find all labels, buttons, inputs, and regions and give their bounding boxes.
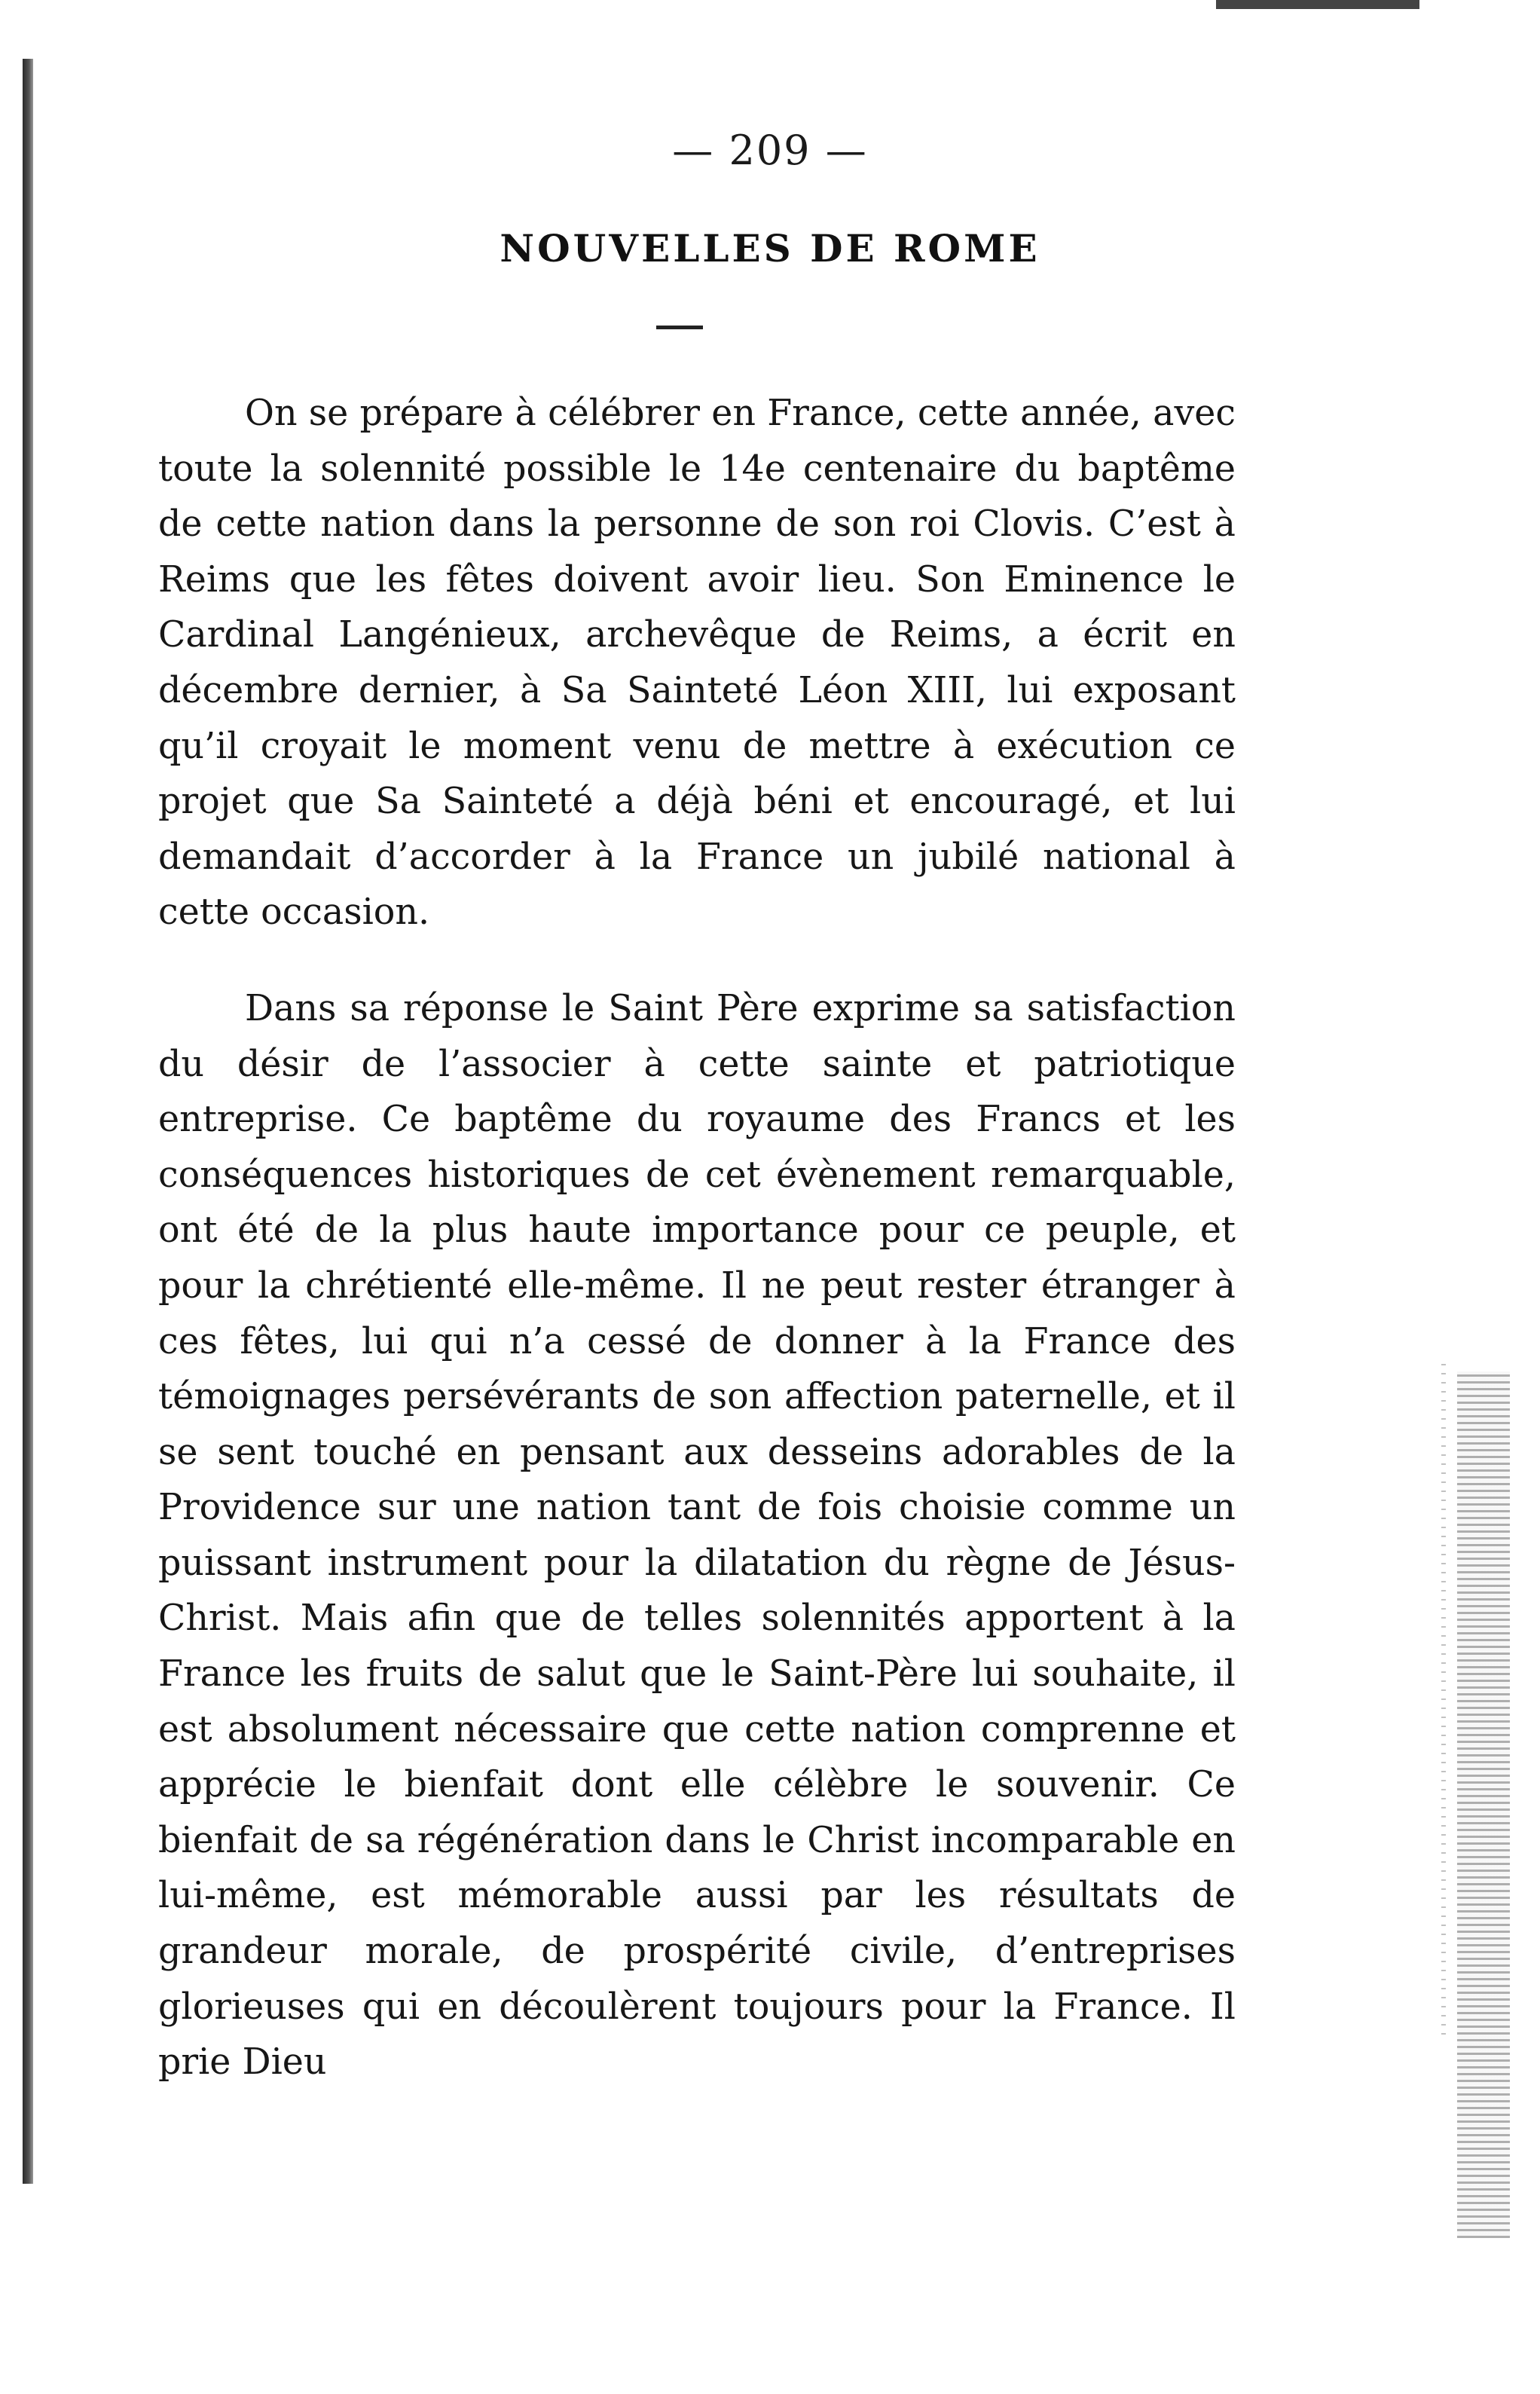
page-number: — 209 —	[672, 127, 868, 174]
article-title: NOUVELLES DE ROME	[500, 226, 1040, 271]
scan-top-edge	[1216, 0, 1419, 9]
scan-bleed-through	[1457, 1371, 1510, 2238]
paragraph-2: Dans sa réponse le Saint Père exprime sa satisfaction du désir de l’associer à cette sainte et patriotique entreprise. Ce baptême du royaume des Francs et les conséquences historiques de cet évènement remarquable, ont été de la plus haute importance pour ce peuple, et pour la chrétienté elle-même. Il ne peut rester étranger à ces fêtes, lui qui n’a cessé de donner à la France des témoignages persévérants de son affection paternelle, et il se sent touché en pensant aux desseins adorables de la Providence sur une nation tant de fois choisie comme un puissant instrument pour la dilatation du règne de Jésus-Christ. Mais afin que de telles solennités apportent à la France les fruits de salut que le Saint-Père lui souhaite, il est absolument nécessaire que cette nation comprenne et apprécie le bienfait dont elle célèbre le souvenir. Ce bienfait de sa régénération dans le Christ incomparable en lui-même, est mémorable aussi par les résultats de grandeur morale, de prospérité civile, d’entreprises glorieuses qui en découlèrent toujours pour la France. Il prie Dieu	[158, 987, 1236, 2084]
scan-bleed-through-line	[1441, 1356, 1446, 2035]
article-body	[158, 386, 1236, 2090]
title-divider	[656, 326, 703, 329]
scan-binding-edge	[23, 59, 33, 2184]
paragraph-1: On se prépare à célébrer en France, cette année, avec toute la solennité possible le 14e centenaire du baptême de cette nation dans la personne de son roi Clovis. C’est à Reims que les fêtes doivent avoir lieu. Son Eminence le Cardinal Langénieux, archevêque de Reims, a écrit en décembre dernier, à Sa Sainteté Léon XIII, lui exposant qu’il croyait le moment venu de mettre à exécution ce projet que Sa Sainteté a déjà béni et encouragé, et lui demandait d’accorder à la France un jubilé national à cette occasion.	[158, 393, 1236, 934]
